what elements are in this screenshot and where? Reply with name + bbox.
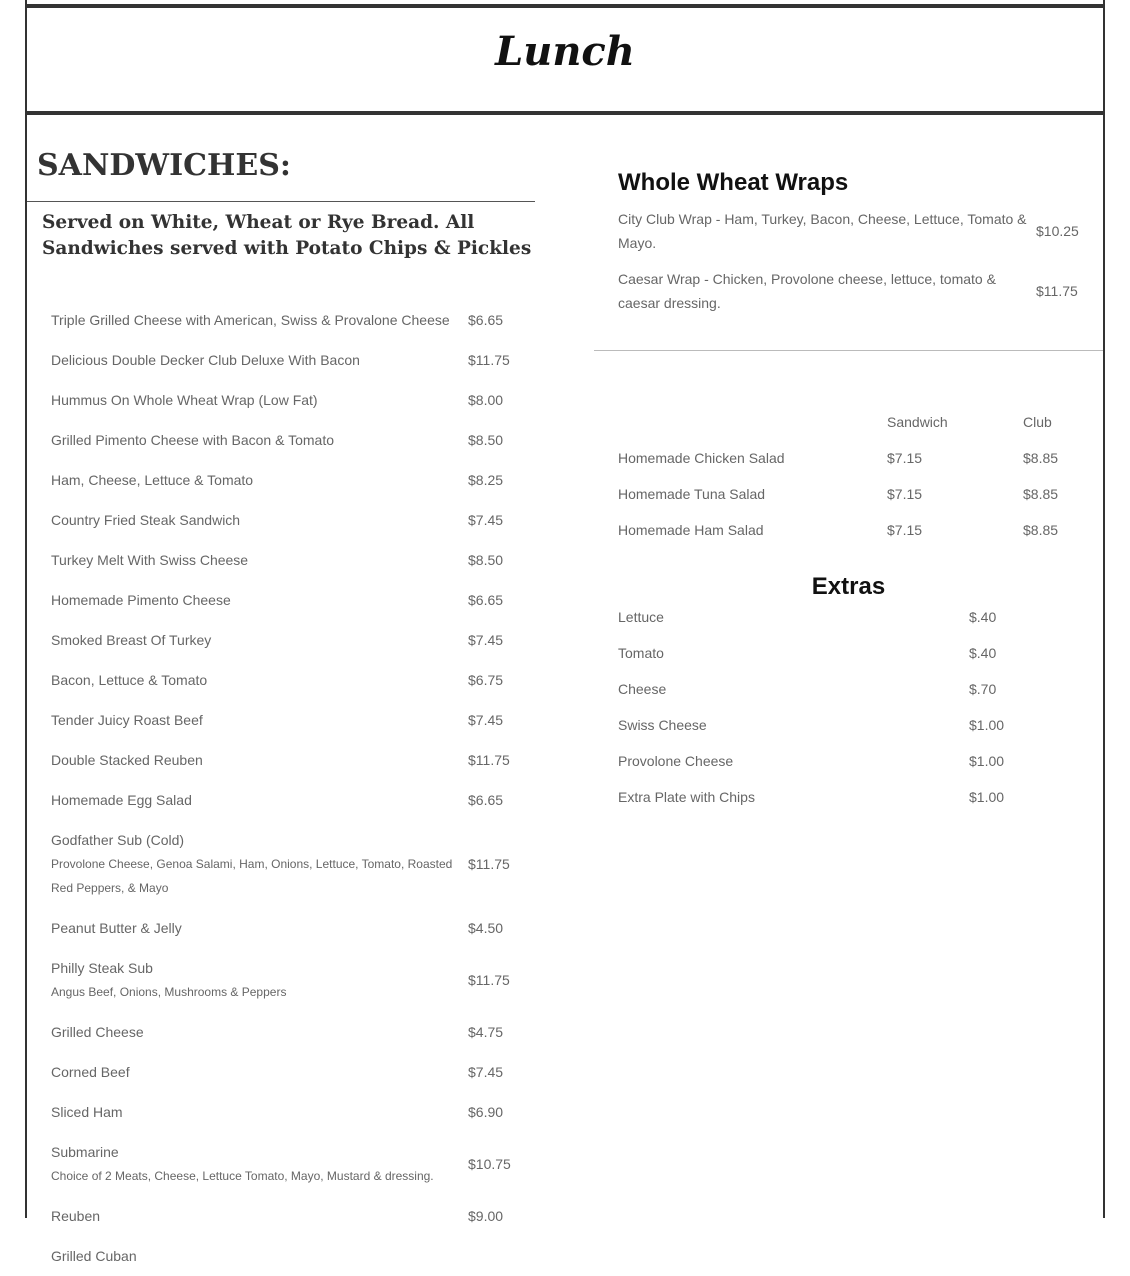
item-price: $8.00: [468, 392, 504, 408]
extras-heading: Extras: [811, 573, 886, 600]
item-price: $4.75: [468, 1024, 504, 1040]
sandwich-row: [51, 620, 521, 660]
salad-row: [618, 440, 1088, 476]
sandwich-row: [51, 1132, 521, 1196]
item-description: Provolone Cheese, Genoa Salami, Ham, Onions, Lettuce, Tomato, Roasted Red Peppers, & Mayo: [51, 857, 453, 895]
item-price: $11.75: [468, 752, 510, 768]
item-price: $6.90: [468, 1104, 504, 1120]
item-price: $6.65: [468, 792, 504, 808]
extra-row: [618, 707, 1088, 743]
salad-name: Homemade Ham Salad: [618, 522, 764, 538]
salad-row: [618, 512, 1088, 548]
item-name: Turkey Melt With Swiss Cheese: [51, 552, 249, 568]
salad-sandwich-price: $7.15: [887, 522, 923, 538]
wraps-list: [618, 205, 1088, 325]
item-name: Hummus On Whole Wheat Wrap (Low Fat): [51, 392, 318, 408]
item-name: Ham, Cheese, Lettuce & Tomato: [51, 472, 254, 488]
item-name: Delicious Double Decker Club Deluxe With Bacon: [51, 352, 360, 368]
salad-club-price: $8.85: [1023, 486, 1059, 502]
item-name: Submarine: [51, 1144, 119, 1160]
item-price: $11.75: [468, 972, 510, 988]
item-price: $11.75: [468, 856, 510, 872]
header-rule: [27, 111, 1103, 115]
item-name: Corned Beef: [51, 1064, 130, 1080]
extra-name: Tomato: [618, 645, 664, 661]
salad-name: Homemade Chicken Salad: [618, 450, 785, 466]
salad-sandwich-price: $7.15: [887, 450, 923, 466]
sandwiches-description: Served on White, Wheat or Rye Bread. All Sandwiches served with Potato Chips & Pickles: [42, 212, 532, 259]
sandwich-row: [51, 1236, 521, 1276]
item-name: Caesar Wrap - Chicken, Provolone cheese, lettuce, tomato & caesar dressing.: [618, 271, 996, 311]
extra-row: [618, 671, 1088, 707]
salad-header-club: Club: [1023, 414, 1052, 430]
item-price: $11.75: [468, 352, 510, 368]
extra-name: Lettuce: [618, 609, 664, 625]
item-price: $10.75: [468, 1156, 511, 1172]
extra-name: Swiss Cheese: [618, 717, 707, 733]
item-name: Homemade Pimento Cheese: [51, 592, 231, 608]
item-name: Reuben: [51, 1208, 101, 1224]
item-name: Sliced Ham: [51, 1104, 123, 1120]
item-name: Bacon, Lettuce & Tomato: [51, 672, 208, 688]
extra-price: $.40: [969, 645, 997, 661]
item-price: $8.50: [468, 552, 504, 568]
extra-name: Cheese: [618, 681, 667, 697]
extra-row: [618, 635, 1088, 671]
extras-list: [618, 599, 1088, 815]
item-price: $7.45: [468, 1064, 504, 1080]
item-name: Peanut Butter & Jelly: [51, 920, 182, 936]
sandwich-row: [51, 1092, 521, 1132]
extra-name: Extra Plate with Chips: [618, 789, 755, 805]
sandwich-row: [51, 540, 521, 580]
item-name: Grilled Pimento Cheese with Bacon & Tomato: [51, 432, 334, 448]
extra-price: $1.00: [969, 789, 1005, 805]
wrap-row: [618, 205, 1088, 265]
salad-club-price: $8.85: [1023, 450, 1059, 466]
sandwich-row: [51, 460, 521, 500]
sandwich-row: [51, 580, 521, 620]
top-rule: [27, 4, 1103, 8]
extra-name: Provolone Cheese: [618, 753, 734, 769]
item-price: $8.50: [468, 432, 504, 448]
salad-club-price: $8.85: [1023, 522, 1059, 538]
salad-row: [618, 476, 1088, 512]
item-price: $6.65: [468, 312, 504, 328]
item-name: Homemade Egg Salad: [51, 792, 192, 808]
item-price: $7.45: [468, 632, 504, 648]
sandwich-row: [51, 1196, 521, 1236]
item-name: Grilled Cuban: [51, 1248, 137, 1264]
page-title: Lunch: [495, 28, 635, 75]
sandwich-row: [51, 700, 521, 740]
sandwich-row: [51, 380, 521, 420]
wraps-divider: [594, 350, 1103, 351]
item-name: Philly Steak Sub: [51, 960, 153, 976]
sandwich-row: [51, 500, 521, 540]
sandwich-row: [51, 1052, 521, 1092]
sandwich-row: [51, 820, 521, 908]
sandwich-row: [51, 300, 521, 340]
item-price: $6.65: [468, 592, 504, 608]
item-price: $8.25: [468, 472, 504, 488]
item-name: City Club Wrap - Ham, Turkey, Bacon, Cheese, Lettuce, Tomato & Mayo.: [618, 211, 1027, 251]
extra-row: [618, 779, 1088, 815]
sandwich-row: [51, 1012, 521, 1052]
sandwich-row: [51, 340, 521, 380]
extra-price: $.70: [969, 681, 997, 697]
item-name: Double Stacked Reuben: [51, 752, 203, 768]
item-price: $10.25: [1036, 223, 1079, 239]
item-name: Smoked Breast Of Turkey: [51, 632, 212, 648]
item-price: $4.50: [468, 920, 504, 936]
item-name: Grilled Cheese: [51, 1024, 144, 1040]
sandwiches-heading: SANDWICHES:: [37, 148, 291, 183]
extra-price: $.40: [969, 609, 997, 625]
item-price: $7.45: [468, 712, 504, 728]
sandwich-row: [51, 740, 521, 780]
sandwich-row: [51, 660, 521, 700]
sandwich-row: [51, 420, 521, 460]
sandwich-row: [51, 908, 521, 948]
salad-header-sandwich: Sandwich: [887, 414, 948, 430]
item-price: $9.00: [468, 1208, 504, 1224]
salad-sandwich-price: $7.15: [887, 486, 923, 502]
item-price: $7.45: [468, 512, 504, 528]
item-description: Angus Beef, Onions, Mushrooms & Peppers: [51, 985, 287, 999]
extra-price: $1.00: [969, 717, 1005, 733]
salad-table: [618, 404, 1088, 548]
item-name: Country Fried Steak Sandwich: [51, 512, 241, 528]
extra-row: [618, 743, 1088, 779]
item-price: $11.75: [1036, 283, 1078, 299]
item-description: Choice of 2 Meats, Cheese, Lettuce Tomato, Mayo, Mustard & dressing.: [51, 1169, 434, 1183]
wrap-row: [618, 265, 1088, 325]
salad-header-row: [618, 404, 1088, 440]
sandwiches-divider: [27, 201, 535, 202]
item-name: Tender Juicy Roast Beef: [51, 712, 203, 728]
sandwich-row: [51, 780, 521, 820]
item-name: Triple Grilled Cheese with American, Swiss & Provalone Cheese: [51, 312, 450, 328]
sandwich-list: [51, 300, 521, 1276]
item-price: $6.75: [468, 672, 504, 688]
salad-name: Homemade Tuna Salad: [618, 486, 766, 502]
item-name: Godfather Sub (Cold): [51, 832, 185, 848]
sandwich-row: [51, 948, 521, 1012]
extra-price: $1.00: [969, 753, 1005, 769]
extra-row: [618, 599, 1088, 635]
wraps-heading: Whole Wheat Wraps: [618, 169, 849, 196]
